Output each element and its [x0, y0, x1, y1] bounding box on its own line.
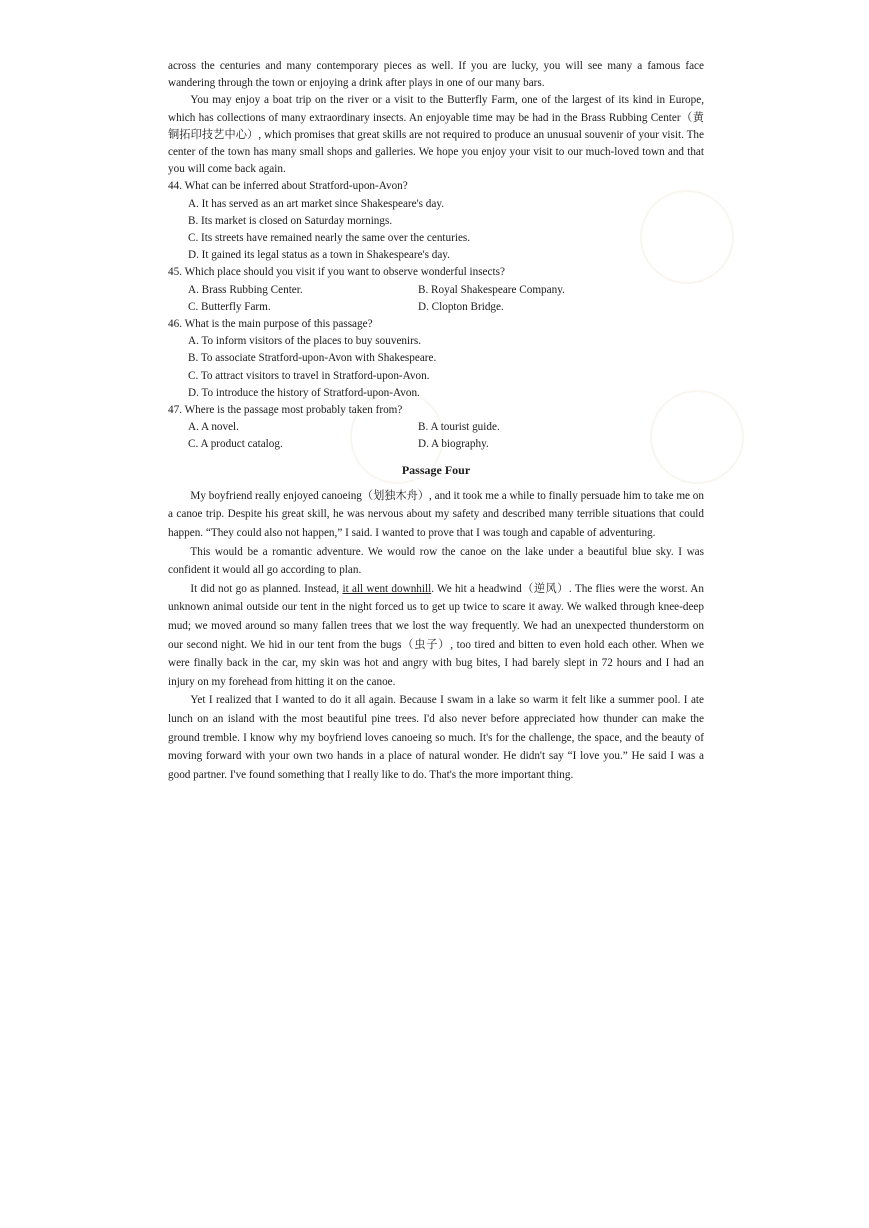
- option-d: D. To introduce the history of Stratford-upon-Avon.: [188, 386, 420, 399]
- option-grid: [168, 419, 704, 453]
- option-list: [168, 333, 704, 402]
- option-b: B. A tourist guide.: [418, 421, 500, 434]
- option-a: A. Brass Rubbing Center.: [188, 283, 303, 296]
- option-a: A. It has served as an art market since Shakespeare's day.: [188, 197, 445, 210]
- option-a: A. A novel.: [188, 421, 239, 434]
- option-list: [168, 196, 704, 265]
- option-c: C. To attract visitors to travel in Stratford-upon-Avon.: [188, 369, 430, 382]
- question-46: [168, 316, 704, 402]
- document-body: [168, 58, 704, 784]
- question-stem: 46. What is the main purpose of this passage?: [168, 318, 373, 331]
- story-paragraph-4: Yet I realized that I wanted to do it all again. Because I swam in a lake so warm it felt like a summer pool. I ate lunch on an island with the most beautiful pine trees. I'd also never before appreciated how thunder can make the ground tremble. I know why my boyfriend loves canoeing so much. It's for the challenge, the space, and the beauty of moving forward with your own two hands in a place of natural wonder. He didn't say “I love you.” He said I was a good partner. I've found something that I really like to do. That's the more important thing.: [168, 694, 704, 781]
- story-text: It did not go as planned. Instead,: [190, 582, 343, 595]
- question-stem: 47. Where is the passage most probably taken from?: [168, 404, 403, 417]
- option-c: C. A product catalog.: [188, 438, 283, 451]
- option-a: A. To inform visitors of the places to buy souvenirs.: [188, 335, 421, 348]
- question-stem: 44. What can be inferred about Stratford-upon-Avon?: [168, 180, 408, 193]
- option-d: D. A biography.: [418, 438, 489, 451]
- story-paragraph-2: This would be a romantic adventure. We would row the canoe on the lake under a beautiful blue sky. I was confident it would all go according to plan.: [168, 545, 704, 577]
- story-text: . We hit a headwind（逆风）. The flies were the worst. An unknown animal outside our tent in the night forced us to get up twice to scare it away. We walked through knee-deep mud; we moved around so many fallen trees that we lost the way frequently. We had an unexpected thunderstorm on our second night. We hid in our tent from the bugs（虫子）, too tired and bitten to even hold each other. When we were finally back in the car, my skin was hot and angry with bug bites, I had barely slept in 72 hours and I had an injury on my forehead from hitting it on the canoe.: [168, 582, 704, 688]
- underlined-phrase: it all went downhill: [342, 582, 432, 595]
- option-b: B. Its market is closed on Saturday mornings.: [188, 214, 393, 227]
- option-d: D. Clopton Bridge.: [418, 300, 504, 313]
- question-47: [168, 402, 704, 454]
- intro-paragraph-1: across the centuries and many contemporary pieces as well. If you are lucky, you will see many a famous face wandering through the town or enjoying a drink after plays in one of our many bars.: [168, 60, 704, 90]
- option-grid: [168, 282, 704, 316]
- option-b: B. Royal Shakespeare Company.: [418, 283, 565, 296]
- passage-title: Passage Four: [401, 462, 471, 477]
- story-paragraph-3: [168, 580, 704, 692]
- question-stem: 45. Which place should you visit if you want to observe wonderful insects?: [168, 266, 505, 279]
- option-d: D. It gained its legal status as a town in Shakespeare's day.: [188, 249, 450, 262]
- option-b: B. To associate Stratford-upon-Avon with Shakespeare.: [188, 352, 437, 365]
- intro-paragraph-2: You may enjoy a boat trip on the river or a visit to the Butterfly Farm, one of the largest of its kind in Europe, which has collections of many extraordinary insects. An enjoyable time may be had in the Brass Rubbing Center（黄铜拓印技艺中心）, which promises that great skills are not required to produce an unusual souvenir of your visit. The center of the town has many small shops and galleries. We hope you enjoy your visit to our much-loved town and that you will come back again.: [168, 94, 704, 176]
- question-44: [168, 178, 704, 264]
- option-c: C. Its streets have remained nearly the same over the centuries.: [188, 232, 471, 245]
- option-c: C. Butterfly Farm.: [188, 300, 271, 313]
- story-paragraph-1: My boyfriend really enjoyed canoeing（划独木舟）, and it took me a while to finally persuade him to take me on a canoe trip. Despite his great skill, he was nervous about my safety and described many terrible situations that could happen. “They could also not happen,” I said. I wanted to prove that I was tough and capable of adventuring.: [168, 489, 704, 540]
- question-45: [168, 264, 704, 316]
- passage-four-body: [168, 487, 704, 785]
